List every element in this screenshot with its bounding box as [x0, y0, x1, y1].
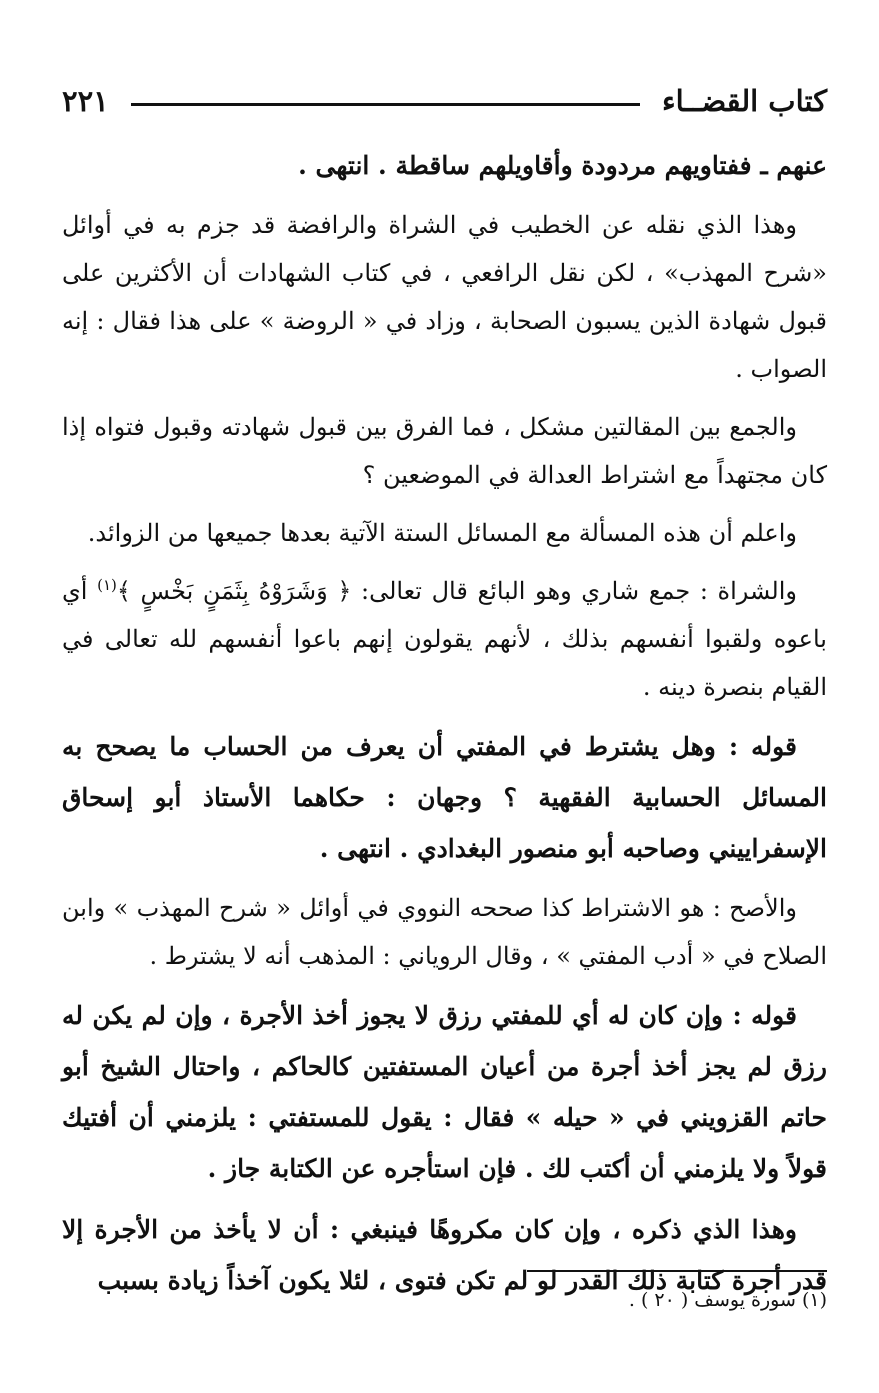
paragraph-2: وهذا الذي نقله عن الخطيب في الشراة والرافضة قد جزم به في أوائل «شرح المهذب» ، لكن نقل الرافعي ، في كتاب الشهادات أن الأكثرين على قبول شهادة الذين يسبون الصحابة ، وزاد في « الروضة » على هذا فقال : إنه الصواب .: [62, 211, 827, 383]
paragraph-4: واعلم أن هذه المسألة مع المسائل الستة الآتية بعدها جميعها من الزوائد.: [87, 519, 797, 547]
paragraph-5-text-b: أي باعوه ولقبوا أنفسهم بذلك ، لأنهم يقولون إنهم باعوا أنفسهم لله تعالى في القيام بنصرة دينه .: [62, 577, 827, 701]
paragraph-5-text-a: والشراة : جمع شاري وهو البائع قال تعالى: ﴿ وَشَرَوْهُ بِثَمَنٍ بَخْسٍ ﴾: [116, 577, 797, 605]
body-text: [62, 140, 827, 1316]
paragraph-6: قوله : وهل يشترط في المفتي أن يعرف من الحساب ما يصحح به المسائل الحسابية الفقهية ؟ وجهان : حكاهما الأستاذ أبو إسحاق الإسفراييني وصاحبه أبو منصور البغدادي . انتهى .: [62, 732, 827, 863]
footnote-reference: (١): [97, 576, 117, 594]
running-title: كتاب القضــاء: [662, 84, 827, 118]
footnote: (١) سورة يوسف ( ٢٠ ) .: [628, 1289, 827, 1311]
running-header: [62, 78, 827, 124]
paragraph-8: قوله : وإن كان له أي للمفتي رزق لا يجوز أخذ الأجرة ، وإن لم يكن له رزق لم يجز أخذ أجرة من أعيان المستفتين كالحاكم ، واحتال الشيخ أبو حاتم القزويني في « حيله » فقال : يقول للمستفتي : يلزمني أن أفتيك قولاً ولا يلزمني أن أكتب لك . فإن استأجره عن الكتابة جاز .: [62, 1001, 827, 1183]
paragraph-9: وهذا الذي ذكره ، وإن كان مكروهًا فينبغي : أن لا يأخذ من الأجرة إلا قدر أجرة كتابة ذلك القدر لو لم تكن فتوى ، لئلا يكون آخذاً زيادة بسبب: [62, 1215, 827, 1295]
paragraph-5: [62, 567, 827, 711]
footnote-rule: [527, 1270, 827, 1272]
paragraph-1: عنهم ـ ففتاويهم مردودة وأقاويلهم ساقطة . انتهى .: [298, 151, 827, 180]
header-rule: [131, 103, 640, 106]
paragraph-3: والجمع بين المقالتين مشكل ، فما الفرق بين قبول شهادته وقبول فتواه إذا كان مجتهداً مع اشتراط العدالة في الموضعين ؟: [62, 413, 827, 489]
paragraph-7: والأصح : هو الاشتراط كذا صححه النووي في أوائل « شرح المهذب » وابن الصلاح في « أدب المفتي » ، وقال الروياني : المذهب أنه لا يشترط .: [62, 894, 827, 970]
page-number: ٢٢١: [62, 84, 109, 118]
